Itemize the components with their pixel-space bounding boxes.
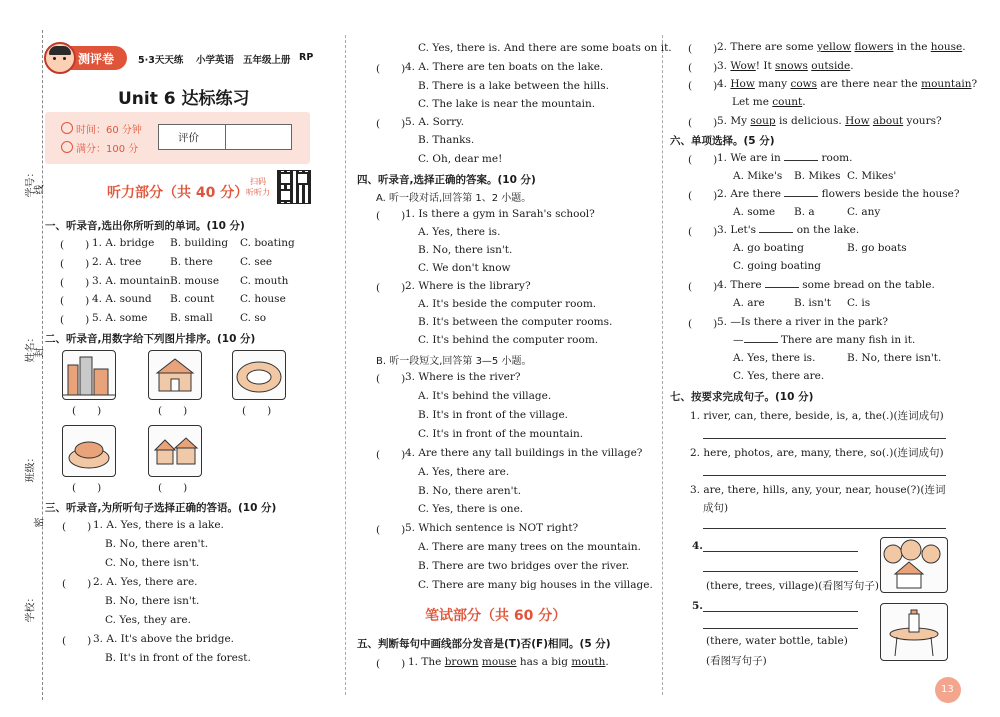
question-part: on the lake.: [796, 224, 860, 236]
underlined-word: mouth: [571, 656, 606, 668]
question-text: 2. Where is the library?: [405, 280, 531, 292]
dash: —: [733, 334, 744, 346]
city-buildings-picture: [62, 350, 116, 400]
sentence-5-4-continued: [732, 96, 806, 108]
question-part: 2. Are there: [717, 188, 781, 200]
picture-hint: (看图写句子): [706, 655, 767, 667]
option-a: A. There are many trees on the mountain.: [418, 541, 641, 553]
option-a: 5. A. Sorry.: [405, 116, 465, 128]
badge-label: 测评卷: [78, 52, 115, 66]
answer-paren[interactable]: ( ): [60, 258, 90, 270]
option-c: C. The lake is near the mountain.: [418, 98, 596, 110]
sentence-prompt-continued: 成句): [703, 502, 729, 514]
option-b: B. small: [170, 312, 213, 324]
answer-paren[interactable]: ( ): [688, 43, 718, 55]
option-b: B. There are two bridges over the river.: [418, 560, 630, 572]
column-divider: [662, 35, 663, 695]
picture-hint: (there, trees, village)(看图写句子): [706, 580, 879, 592]
answer-paren[interactable]: ( ): [62, 521, 92, 533]
option-b: B. building: [170, 237, 229, 249]
underlined-word: outside: [811, 60, 851, 72]
option-c: C. No, there isn't.: [105, 557, 200, 569]
option-a: 2. A. Yes, there are.: [93, 576, 198, 588]
option-b: B. No, there isn't.: [105, 595, 200, 607]
blank-line[interactable]: [784, 160, 818, 161]
water-bottle-table-picture: [880, 603, 948, 661]
option-a: 1. A. Yes, there is a lake.: [93, 519, 224, 531]
sentence-prompt: 3. are, there, hills, any, your, near, house(?)(连词: [690, 484, 946, 496]
sentence-text: has a big: [519, 656, 569, 668]
subject-name: 小学英语: [196, 55, 235, 66]
bread-bowl-picture: [62, 425, 116, 477]
section-3-title: 三、听录音,为所听句子选择正确的答语。(10 分): [45, 502, 277, 514]
lake-island-picture: [232, 350, 286, 400]
question-text: 3. Where is the river?: [405, 371, 521, 383]
qr-label: 听听力: [246, 188, 270, 197]
section-7-title: 七、按要求完成句子。(10 分): [670, 391, 814, 403]
sentence-5-3: [717, 60, 854, 72]
underlined-word: brown: [444, 656, 479, 668]
question-number: 4.: [692, 540, 703, 552]
sentence-punctuation: .: [605, 656, 609, 668]
option-b: B. It's between the computer rooms.: [418, 316, 613, 328]
option-c: C. Yes, there is one.: [418, 503, 524, 515]
picture-order-bracket[interactable]: ( ): [242, 405, 272, 417]
option-c: C. Yes, they are.: [105, 614, 191, 626]
answer-paren[interactable]: ( ): [688, 117, 718, 129]
option-a: 5. A. some: [92, 312, 148, 324]
blank-line[interactable]: [784, 196, 818, 197]
answer-paren[interactable]: ( ): [688, 281, 718, 293]
answer-paren[interactable]: ( ): [688, 154, 718, 166]
option-c: C. Yes, there is. And there are some boats on it.: [418, 42, 672, 54]
answer-line[interactable]: [703, 628, 858, 629]
answer-paren[interactable]: ( ): [60, 314, 90, 326]
option-a: 3. A. mountain: [92, 275, 171, 287]
answer-line[interactable]: [703, 571, 858, 572]
time-limit: 时间：60 分钟: [76, 125, 142, 136]
option-b: B. It's in front of the village.: [418, 409, 568, 421]
question-text: 5. Which sentence is NOT right?: [405, 522, 579, 534]
edition-name: RP: [299, 52, 314, 63]
question-number: 1.: [408, 656, 419, 668]
option-c: C. boating: [240, 237, 295, 249]
option-c: C. It's behind the computer room.: [418, 334, 599, 346]
option-a: A. It's beside the computer room.: [418, 298, 597, 310]
underlined-word: soup: [750, 115, 776, 127]
picture-order-bracket[interactable]: ( ): [72, 482, 102, 494]
option-b: B. There is a lake between the hills.: [418, 80, 609, 92]
question-part: flowers beside the house?: [821, 188, 960, 200]
sentence-text: yours?: [906, 115, 942, 127]
underlined-word: snows: [775, 60, 808, 72]
option-b: B. No, there isn't.: [418, 244, 513, 256]
option-a: 4. A. sound: [92, 293, 152, 305]
underlined-word: mouse: [481, 656, 517, 668]
answer-paren[interactable]: ( ): [688, 80, 718, 92]
blank-line[interactable]: [765, 287, 799, 288]
sentence-text: many: [758, 78, 788, 90]
option-a: 1. A. bridge: [92, 237, 155, 249]
sentence-prompt: 2. here, photos, are, many, there, so(.)(连词成句): [690, 447, 944, 459]
option-a: A. Mike's: [733, 170, 783, 182]
option-c: C. any: [847, 206, 881, 218]
picture-order-bracket[interactable]: ( ): [158, 482, 188, 494]
option-c: C. It's in front of the mountain.: [418, 428, 584, 440]
sentence-text: is delicious.: [778, 115, 842, 127]
binding-line: [42, 30, 43, 700]
listening-section-title: 听力部分（共 40 分）: [107, 185, 249, 201]
writing-section-title: 笔试部分（共 60 分）: [425, 608, 567, 624]
question-text: [717, 188, 959, 200]
option-a: 2. A. tree: [92, 256, 142, 268]
section-2-title: 二、听录音,用数字给下列图片排序。(10 分): [45, 333, 256, 345]
sentence-5-2: [717, 41, 966, 53]
answer-paren[interactable]: ( ): [376, 658, 406, 670]
option-c: C. house: [240, 293, 286, 305]
margin-seal-char: 密: [34, 517, 46, 528]
picture-order-bracket[interactable]: ( ): [72, 405, 102, 417]
page-number: 13: [941, 684, 954, 695]
question-number: 2.: [717, 41, 728, 53]
column-divider: [345, 35, 346, 695]
option-c: C. We don't know: [418, 262, 511, 274]
section-4-title: 四、听录音,选择正确的答案。(10 分): [357, 174, 536, 186]
question-number: 5.: [692, 600, 703, 612]
option-a: 4. A. There are ten boats on the lake.: [405, 61, 604, 73]
sentence-punctuation: .: [802, 96, 806, 108]
option-c: C. going boating: [733, 260, 821, 272]
mascot-icon: [44, 42, 76, 74]
qr-label: 扫码: [250, 177, 266, 186]
underlined-word: How: [730, 78, 755, 90]
village-houses-picture: [148, 425, 202, 477]
option-a: A. are: [733, 297, 765, 309]
underlined-word: cows: [790, 78, 818, 90]
answer-paren[interactable]: ( ): [688, 226, 718, 238]
answer-paren[interactable]: ( ): [60, 239, 90, 251]
evaluation-label: 评价: [178, 132, 199, 144]
picture-hint: (there, water bottle, table): [706, 635, 848, 647]
option-a: A. go boating: [733, 242, 805, 254]
answer-paren[interactable]: ( ): [376, 282, 406, 294]
question-part: some bread on the table.: [802, 279, 935, 291]
margin-student-id-label: 学号：: [25, 167, 37, 198]
underlined-word: mountain: [921, 78, 972, 90]
answer-line[interactable]: [703, 551, 858, 552]
question-part: room.: [821, 152, 853, 164]
question-number: 5.: [717, 115, 728, 127]
option-c: C. so: [240, 312, 267, 324]
answer-paren[interactable]: ( ): [62, 578, 92, 590]
question-part: 3. Let's: [717, 224, 757, 236]
option-b: B. count: [170, 293, 215, 305]
question-text: [733, 334, 915, 346]
option-c: C. Yes, there are.: [733, 370, 825, 382]
sentence-text: My: [730, 115, 748, 127]
margin-school-label: 学校：: [25, 592, 37, 623]
margin-seal-char: 封: [34, 347, 46, 358]
answer-line[interactable]: [703, 611, 858, 612]
picture-order-bracket[interactable]: ( ): [158, 405, 188, 417]
question-part: 1. We are in: [717, 152, 781, 164]
question-text: [717, 224, 859, 236]
question-text: [717, 152, 852, 164]
answer-paren[interactable]: ( ): [376, 63, 406, 75]
answer-paren[interactable]: ( ): [376, 524, 406, 536]
grade-name: 五年级上册: [243, 55, 291, 66]
sentence-5-4: [717, 78, 977, 90]
option-b: B. Thanks.: [418, 134, 475, 146]
option-c: C. see: [240, 256, 273, 268]
answer-line[interactable]: [703, 528, 946, 529]
section-5-title: 五、判断每句中画线部分发音是(T)否(F)相同。(5 分): [357, 638, 611, 650]
underlined-word: yellow: [816, 41, 852, 53]
sentence-punctuation: ?: [971, 78, 978, 90]
sentence-punctuation: .: [850, 60, 854, 72]
margin-class-label: 班级：: [25, 452, 37, 483]
question-number: 4.: [717, 78, 728, 90]
option-b: B. No, there aren't.: [418, 485, 522, 497]
question-part: 4. There: [717, 279, 762, 291]
answer-paren[interactable]: ( ): [688, 190, 718, 202]
option-c: C. Oh, dear me!: [418, 153, 503, 165]
underlined-word: flowers: [854, 41, 894, 53]
option-a: A. some: [733, 206, 776, 218]
sentence-5-1: [408, 656, 609, 668]
option-c: C. mouth: [240, 275, 289, 287]
sentence-text: in the: [896, 41, 928, 53]
answer-paren[interactable]: ( ): [376, 118, 406, 130]
sentence-prompt: 1. river, can, there, beside, is, a, the(.)(连词成句): [690, 410, 944, 422]
check-icon: [61, 141, 73, 153]
option-b: B. there: [170, 256, 213, 268]
question-text: 4. Are there any tall buildings in the village?: [405, 447, 643, 459]
option-b: B. No, there aren't.: [105, 538, 209, 550]
option-c: C. is: [847, 297, 871, 309]
answer-paren[interactable]: ( ): [62, 635, 92, 647]
option-b: B. a: [794, 206, 815, 218]
option-b: B. Mikes: [794, 170, 841, 182]
section-1-title: 一、听录音,选出你所听到的单词。(10 分): [45, 220, 245, 232]
answer-paren[interactable]: ( ): [60, 277, 90, 289]
answer-paren[interactable]: ( ): [376, 449, 406, 461]
answer-line[interactable]: [703, 438, 946, 439]
part-b-instruction: B. 听一段短文,回答第 3—5 小题。: [376, 356, 532, 367]
page-title: Unit 6 达标练习: [118, 89, 250, 109]
blank-line[interactable]: [744, 342, 778, 343]
answer-paren[interactable]: ( ): [688, 318, 718, 330]
series-name: 5·3天天练: [138, 55, 184, 66]
village-trees-picture: [880, 537, 948, 593]
question-part: There are many fish in it.: [780, 334, 916, 346]
qr-code-icon[interactable]: [277, 170, 311, 204]
sentence-5-5: [717, 115, 942, 127]
sentence-text: Let me: [732, 96, 769, 108]
underlined-word: count: [772, 96, 803, 108]
option-a: A. Yes, there is.: [418, 226, 501, 238]
answer-paren[interactable]: ( ): [376, 373, 406, 385]
section-6-title: 六、单项选择。(5 分): [670, 135, 775, 147]
sentence-text: There are some: [730, 41, 814, 53]
sentence-punctuation: .: [962, 41, 966, 53]
option-a: 3. A. It's above the bridge.: [93, 633, 235, 645]
sentence-text: The: [421, 656, 442, 668]
question-text: 1. Is there a gym in Sarah's school?: [405, 208, 595, 220]
sentence-text: ! It: [755, 60, 772, 72]
option-b: B. mouse: [170, 275, 220, 287]
option-c: C. There are many big houses in the village.: [418, 579, 653, 591]
full-score: 满分：100 分: [76, 144, 139, 155]
part-a-instruction: A. 听一段对话,回答第 1、2 小题。: [376, 193, 532, 204]
question-text: [717, 279, 935, 291]
question-text: 5. —Is there a river in the park?: [717, 316, 888, 328]
option-b: B. isn't: [794, 297, 832, 309]
option-b: B. It's in front of the forest.: [105, 652, 251, 664]
margin-name-label: 姓名：: [25, 332, 37, 363]
option-a: A. Yes, there are.: [418, 466, 510, 478]
question-number: 3.: [717, 60, 728, 72]
answer-paren[interactable]: ( ): [60, 295, 90, 307]
option-c: C. Mikes': [847, 170, 897, 182]
answer-line[interactable]: [703, 475, 946, 476]
margin-seal-char: 线: [34, 184, 46, 195]
answer-paren[interactable]: ( ): [376, 210, 406, 222]
answer-paren[interactable]: ( ): [688, 62, 718, 74]
underlined-word: Wow: [730, 60, 756, 72]
underlined-word: house: [930, 41, 963, 53]
option-a: A. Yes, there is.: [733, 352, 816, 364]
option-b: B. go boats: [847, 242, 907, 254]
sentence-text: are there near the: [820, 78, 918, 90]
underlined-word: about: [872, 115, 904, 127]
blank-line[interactable]: [759, 232, 793, 233]
farm-barn-picture: [148, 350, 202, 400]
option-a: A. It's behind the village.: [418, 390, 552, 402]
underlined-word: How: [845, 115, 870, 127]
option-b: B. No, there isn't.: [847, 352, 942, 364]
clock-icon: [61, 122, 73, 134]
